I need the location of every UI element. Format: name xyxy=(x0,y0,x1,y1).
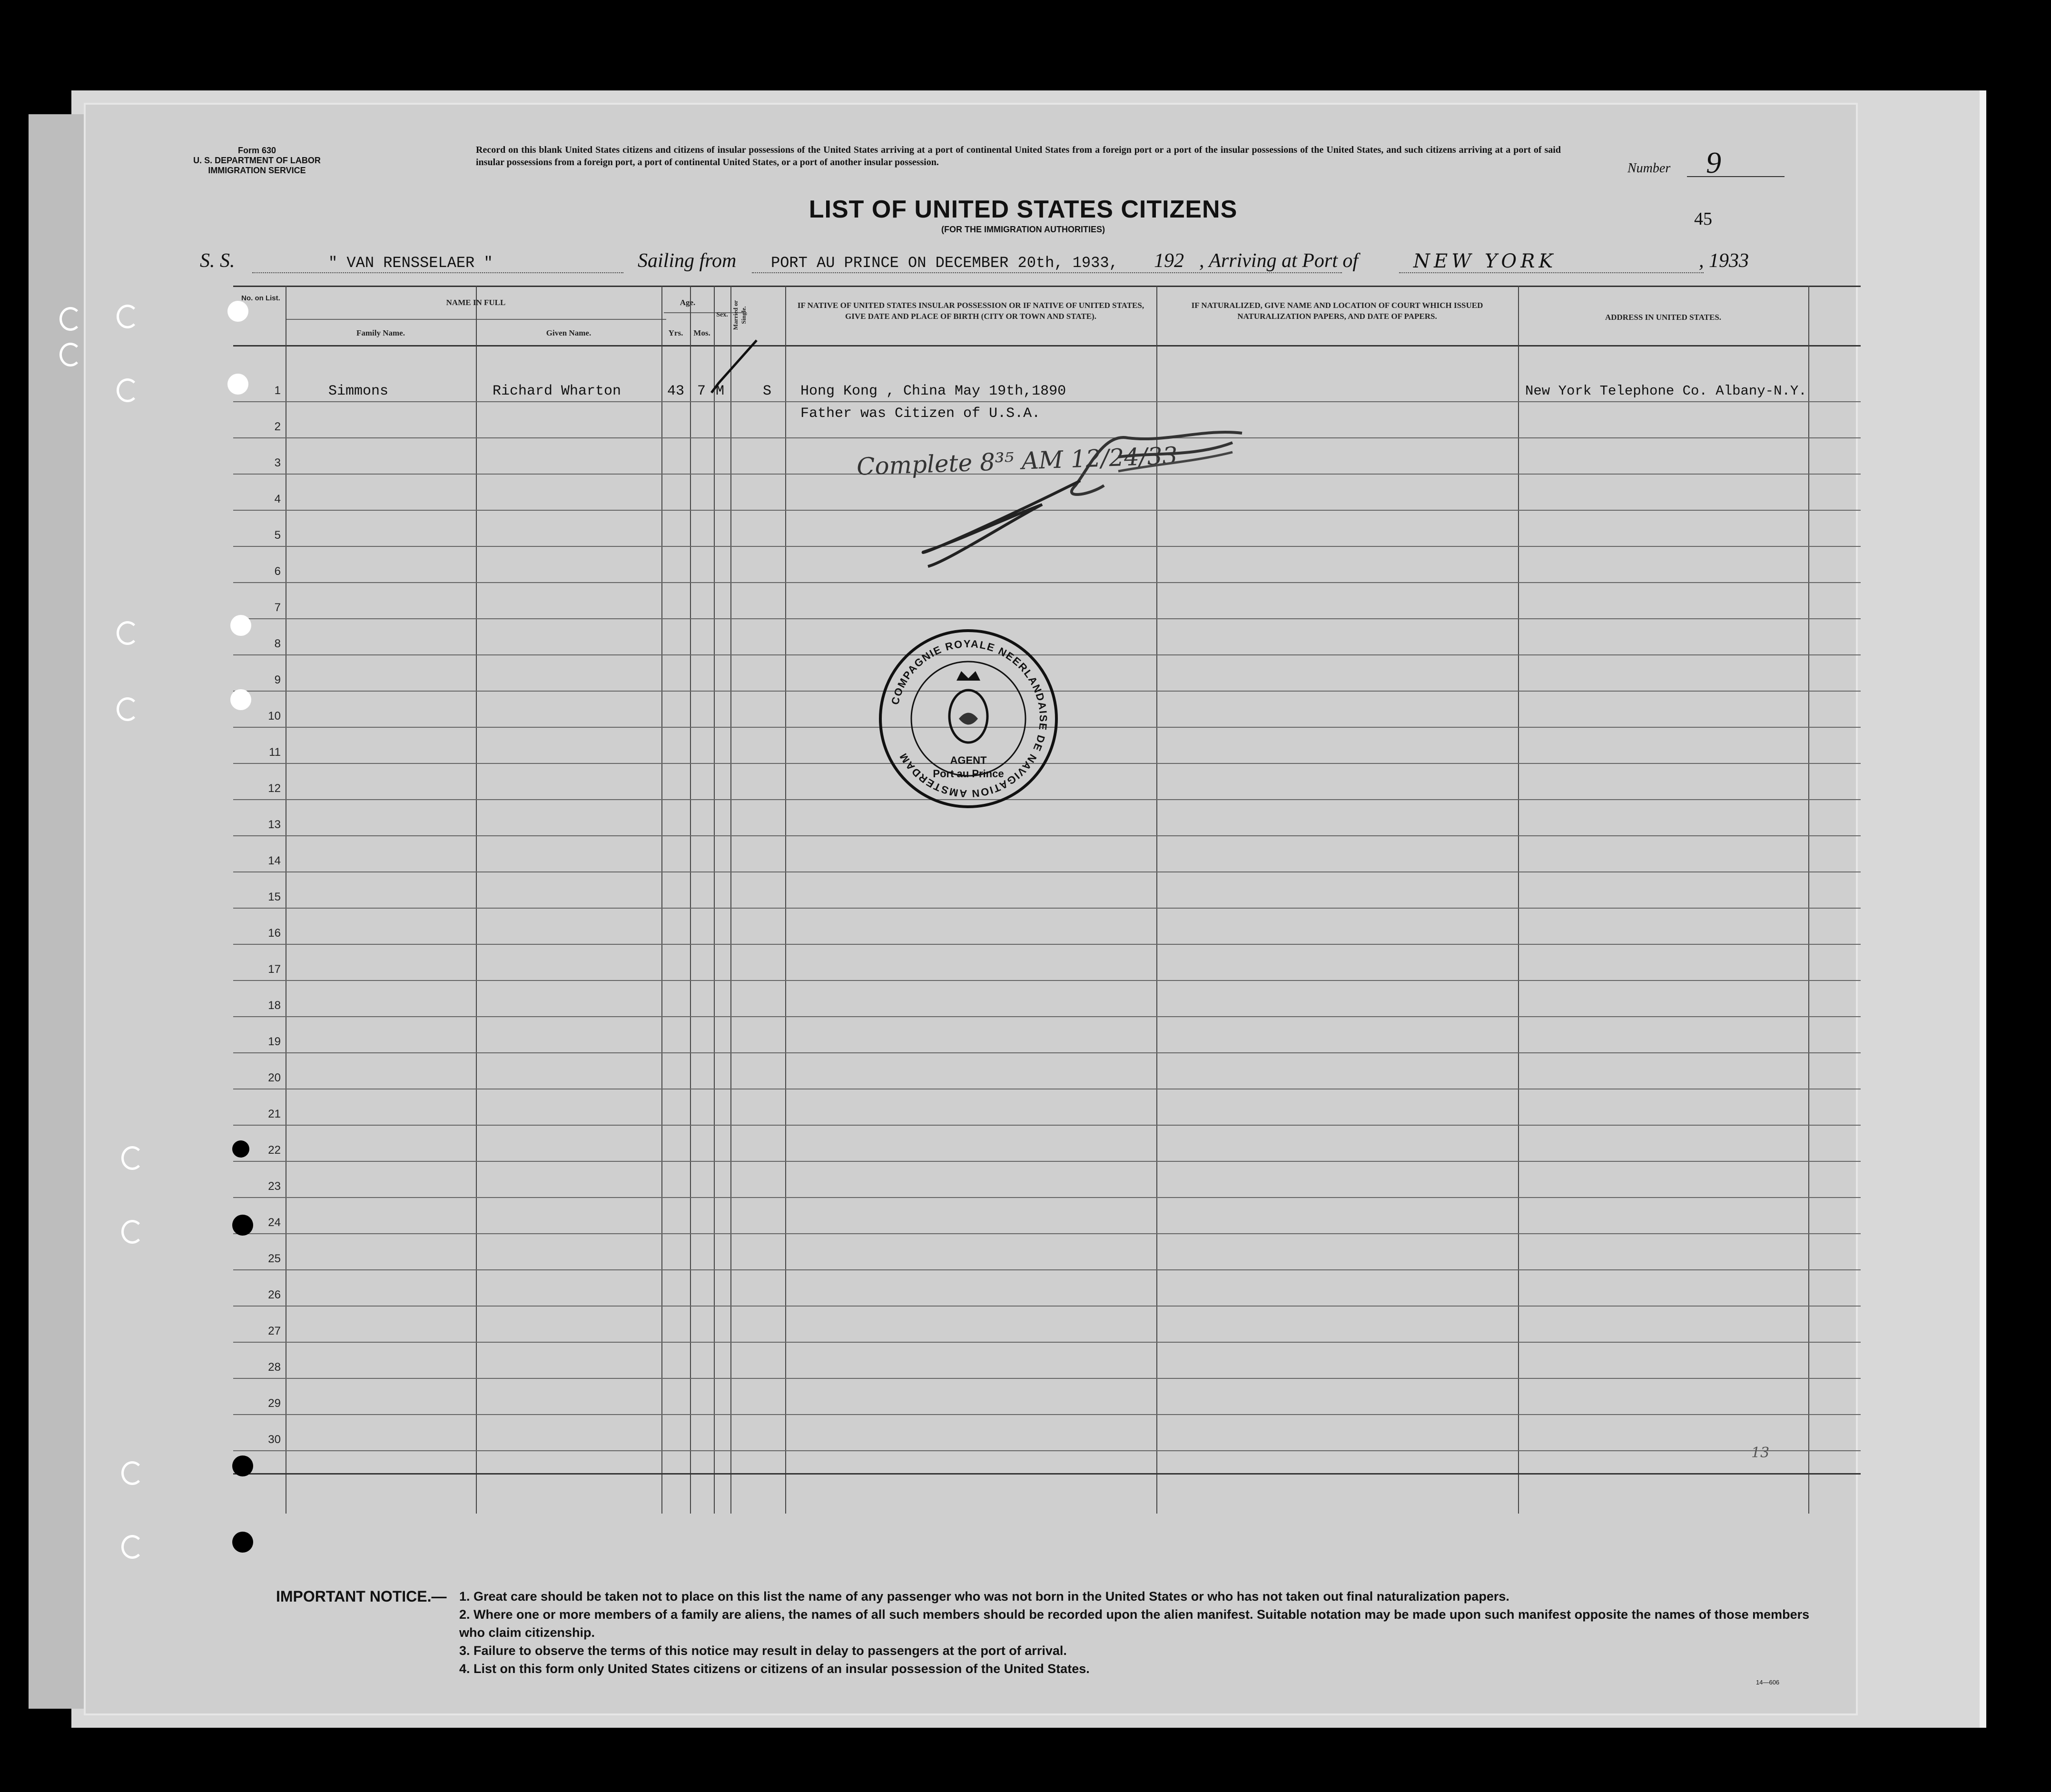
punch-hole xyxy=(227,301,248,322)
row-number: 27 xyxy=(268,1325,281,1337)
printed-year: 192 xyxy=(1154,250,1184,272)
row-number: 20 xyxy=(268,1071,281,1084)
service: IMMIGRATION SERVICE xyxy=(208,166,306,175)
row-rule xyxy=(233,1378,1861,1379)
binder-clip xyxy=(117,305,138,328)
punch-hole xyxy=(230,689,251,710)
notice-item: 1. Great care should be taken not to place on this list the name of any passenger who was not born in the United States or who has not taken out final naturalization papers. xyxy=(459,1589,1509,1604)
col-rule xyxy=(690,286,691,1514)
ship-name-underline xyxy=(252,272,623,273)
row-number: 30 xyxy=(268,1433,281,1446)
port-underline xyxy=(1399,272,1704,273)
row-number: 11 xyxy=(269,746,281,759)
binder-clip xyxy=(117,697,138,721)
notice-list xyxy=(459,1587,1820,1678)
punch-hole xyxy=(230,615,251,636)
row-rule xyxy=(233,871,1861,872)
row-number: 29 xyxy=(268,1397,281,1410)
entry-sex: M xyxy=(716,383,725,399)
row-number: 4 xyxy=(274,493,281,505)
entry-married: S xyxy=(763,383,772,399)
punch-hole xyxy=(232,1455,253,1476)
row-number: 24 xyxy=(268,1216,281,1229)
table-top-rule xyxy=(233,286,1861,287)
arriving-port: NEW YORK xyxy=(1413,250,1557,272)
arrival-year: , 1933 xyxy=(1699,250,1749,272)
page-subtitle: (FOR THE IMMIGRATION AUTHORITIES) xyxy=(941,225,1105,234)
form-code: 14—606 xyxy=(1756,1679,1780,1686)
header-married: Married or Single. xyxy=(732,300,747,330)
row-number: 10 xyxy=(268,710,281,723)
row-number: 15 xyxy=(268,891,281,903)
entry-birth-line1: Hong Kong , China May 19th,1890 xyxy=(800,383,1066,399)
check-mark xyxy=(704,331,761,402)
header-naturalized: IF NATURALIZED, GIVE NAME AND LOCATION OF COURT WHICH ISSUED NATURALIZATION PAPERS, AND DATE OF PAPERS. xyxy=(1191,301,1483,321)
row-number: 3 xyxy=(274,456,281,469)
row-rule xyxy=(233,1161,1861,1162)
header-yrs: Yrs. xyxy=(668,328,683,337)
notice-item: 3. Failure to observe the terms of this notice may result in delay to passengers at the port of arrival. xyxy=(459,1643,1067,1658)
row-number: 18 xyxy=(268,999,281,1012)
header-family-name: Family Name. xyxy=(356,328,405,337)
form-number: Form 630 xyxy=(237,146,276,155)
row-rule xyxy=(233,980,1861,981)
row-number: 9 xyxy=(274,673,281,686)
completion-annotation: Complete 8³⁵ AM 12/24/33 xyxy=(856,442,1178,481)
header-name-in-full: NAME IN FULL xyxy=(446,298,506,307)
row-number: 7 xyxy=(274,601,281,614)
row-rule xyxy=(233,835,1861,836)
signature-mark xyxy=(700,362,1290,628)
row-rule xyxy=(233,1233,1861,1234)
row-number: 8 xyxy=(274,637,281,650)
entry-family-name: Simmons xyxy=(328,383,389,399)
number-underline xyxy=(1687,176,1785,177)
ship-name: " VAN RENSSELAER " xyxy=(328,254,493,272)
notice-heading: IMPORTANT NOTICE.— xyxy=(276,1588,447,1605)
header-age: Age. xyxy=(680,298,696,307)
stamp-place: Port au Prince xyxy=(933,768,1004,780)
header-mos: Mos. xyxy=(693,328,710,337)
row-rule xyxy=(233,1450,1861,1451)
binder-clip xyxy=(117,378,138,402)
row-number: 14 xyxy=(268,854,281,867)
voyage-line xyxy=(200,248,1789,276)
row-number: 17 xyxy=(268,963,281,976)
row-number: 1 xyxy=(274,384,281,397)
table-bottom-rule xyxy=(233,1473,1861,1475)
header-sex: Sex. xyxy=(716,311,728,318)
binder-clip xyxy=(121,1146,143,1170)
entry-given-name: Richard Wharton xyxy=(493,383,621,399)
header-address: ADDRESS IN UNITED STATES. xyxy=(1605,313,1722,322)
col-rule xyxy=(661,286,662,1514)
form-instructions: Record on this blank United States citizens and citizens of insular possessions of the United States arriving at a port of continental United States from a foreign port or a port of the insular possessions of the United States, and such citizens arriving at a port of said insular possessions from a foreign port, a port of continental United States, or a port of another insular possession. xyxy=(476,145,1561,168)
crown-icon xyxy=(956,671,980,681)
col-rule xyxy=(476,286,477,1514)
entry-address: New York Telephone Co. Albany-N.Y. xyxy=(1525,383,1807,399)
row-rule xyxy=(233,944,1861,945)
row-number: 25 xyxy=(268,1252,281,1265)
punch-hole xyxy=(232,1140,249,1158)
number-label: Number xyxy=(1627,161,1671,176)
header-bottom-rule xyxy=(233,345,1861,347)
binder-clip xyxy=(121,1535,143,1559)
sailing-underline xyxy=(752,272,1342,273)
row-rule xyxy=(233,1269,1861,1270)
punch-hole xyxy=(232,1215,253,1236)
row-number: 12 xyxy=(268,782,281,795)
corner-mark: 13 xyxy=(1751,1445,1770,1461)
row-rule xyxy=(233,1016,1861,1017)
col-rule xyxy=(1808,286,1809,1514)
number-value: 9 xyxy=(1706,146,1721,179)
row-rule xyxy=(233,1414,1861,1415)
form-identifier xyxy=(157,146,357,176)
header-birth: IF NATIVE OF UNITED STATES INSULAR POSSESSION OR IF NATIVE OF UNITED STATES, GIVE DATE AND PLACE OF BIRTH (CITY OR TOWN AND STATE). xyxy=(797,301,1144,321)
row-number: 6 xyxy=(274,565,281,578)
row-number: 13 xyxy=(268,818,281,831)
row-rule xyxy=(233,1342,1861,1343)
notice-item: 2. Where one or more members of a family are aliens, the names of all such members should be recorded upon the alien manifest. Suitable notation may be made upon such manifest opposite the names of those members who claim citizenship. xyxy=(459,1607,1810,1640)
row-rule xyxy=(233,1306,1861,1307)
row-number: 28 xyxy=(268,1361,281,1374)
binder-clip xyxy=(59,307,81,331)
entry-birth-line2: Father was Citizen of U.S.A. xyxy=(800,406,1041,422)
row-number: 26 xyxy=(268,1288,281,1301)
header-given-name: Given Name. xyxy=(546,328,592,337)
col-rule xyxy=(1518,286,1519,1514)
row-rule xyxy=(233,1197,1861,1198)
row-rule xyxy=(233,1052,1861,1053)
punch-hole xyxy=(227,374,248,395)
row-rule xyxy=(233,1125,1861,1126)
agent-stamp xyxy=(876,626,1061,812)
page-number: 45 xyxy=(1694,209,1712,229)
row-number: 23 xyxy=(268,1180,281,1193)
row-number: 22 xyxy=(268,1144,281,1157)
row-rule xyxy=(233,908,1861,909)
stamp-outer-text: COMPAGNIE ROYALE NEERLANDAISE DE NAVIGATION AMSTERDAM xyxy=(889,637,1050,800)
header-no: No. on List. xyxy=(241,294,280,302)
arriving-label: , Arriving at Port of xyxy=(1199,250,1359,272)
row-number: 16 xyxy=(268,927,281,940)
department: U. S. DEPARTMENT OF LABOR xyxy=(193,156,321,165)
sailing-label: Sailing from xyxy=(638,250,737,272)
punch-hole xyxy=(232,1532,253,1553)
sailing-from: PORT AU PRINCE ON DECEMBER 20th, 1933, xyxy=(771,254,1118,272)
binder-clip xyxy=(121,1220,143,1244)
stamp-agent: AGENT xyxy=(950,754,987,766)
page-title: LIST OF UNITED STATES CITIZENS xyxy=(809,196,1238,223)
row-number: 21 xyxy=(268,1108,281,1120)
entry-mos: 7 xyxy=(697,383,706,399)
ss-label: S. S. xyxy=(200,250,235,272)
notice-item: 4. List on this form only United States citizens or citizens of an insular possession of the United States. xyxy=(459,1662,1090,1676)
row-number: 5 xyxy=(274,529,281,542)
binder-clip xyxy=(121,1461,143,1485)
row-number: 2 xyxy=(274,420,281,433)
row-number: 19 xyxy=(268,1035,281,1048)
binder-clip xyxy=(59,343,81,366)
entry-yrs: 43 xyxy=(667,383,685,399)
binder-clip xyxy=(117,621,138,645)
